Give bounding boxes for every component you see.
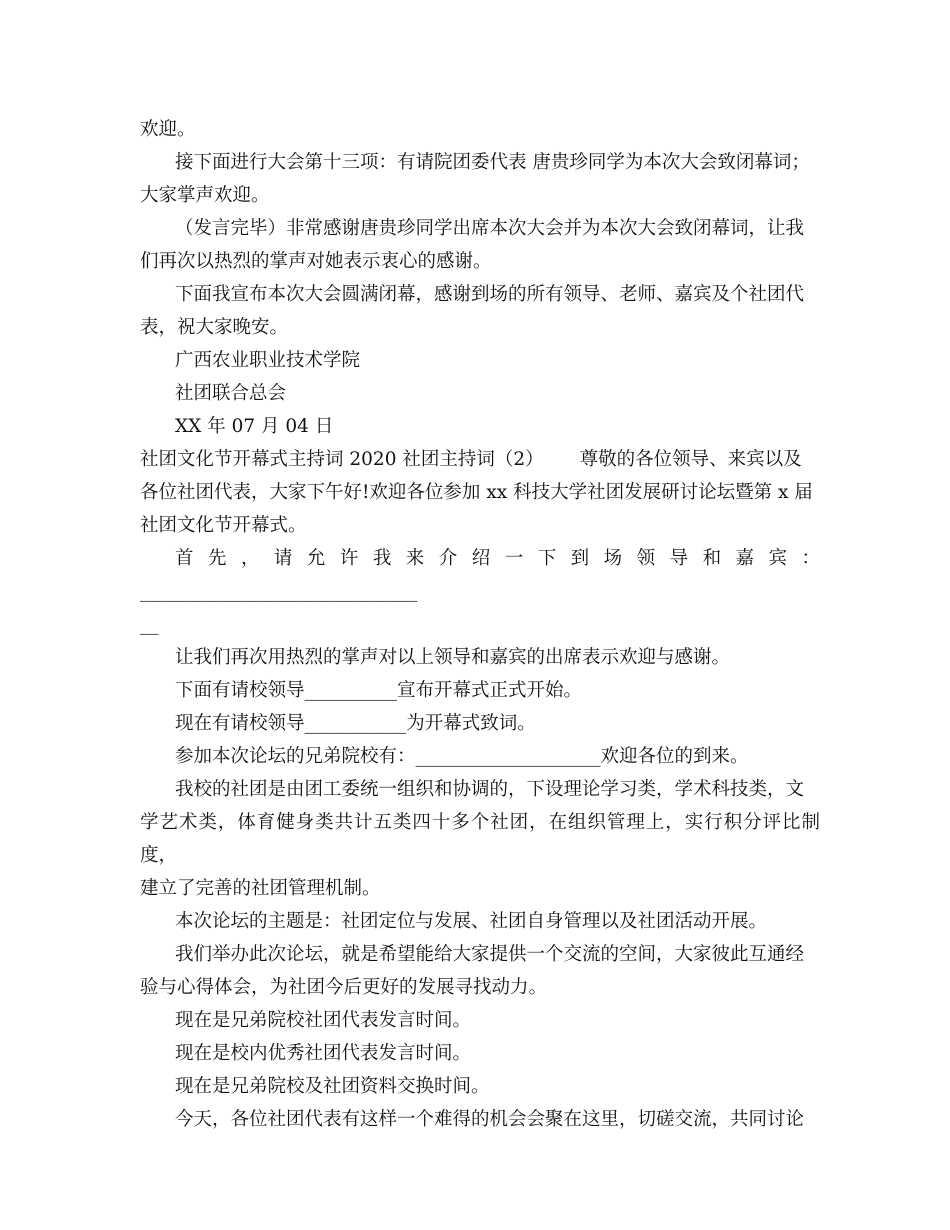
paragraph (140, 674, 820, 707)
text-line: 让我们再次用热烈的掌声对以上领导和嘉宾的出席表示欢迎与感谢。 (175, 647, 731, 668)
text-line: 现在是兄弟院校及社团资料交换时间。 (175, 1076, 490, 1097)
text-line: 首先，请允许我来介绍一下到场领导和嘉宾：______________________________ (140, 548, 820, 602)
paragraph (140, 278, 820, 344)
section-heading-line (140, 443, 820, 476)
paragraph (140, 740, 820, 773)
text-line: 表，祝大家晚安。 (140, 317, 289, 338)
text-line: 们再次以热烈的掌声对她表示衷心的感谢。 (140, 251, 492, 272)
paragraph (140, 344, 820, 377)
paragraph (140, 113, 820, 146)
text-line: 下面我宣布本次大会圆满闭幕，感谢到场的所有领导、老师、嘉宾及个社团代 (175, 284, 805, 305)
text-line: 现在是校内优秀社团代表发言时间。 (175, 1043, 472, 1064)
paragraph (140, 476, 820, 542)
text-line: 各位社团代表，大家下午好!欢迎各位参加 xx 科技大学社团发展研讨论坛暨第 x 届 (140, 482, 813, 503)
paragraph (140, 707, 820, 740)
text-line: 我校的社团是由团工委统一组织和协调的，下设理论学习类，学术科技类，文 (175, 779, 805, 800)
text-line: 接下面进行大会第十三项：有请院团委代表 唐贵珍同学为本次大会致闭幕词； (175, 152, 810, 173)
text-line: 本次论坛的主题是：社团定位与发展、社团自身管理以及社团活动开展。 (175, 911, 768, 932)
paragraph (140, 212, 820, 278)
text-line: 欢迎。 (140, 119, 196, 140)
paragraph (140, 1004, 820, 1037)
text-line: 验与心得体会，为社团今后更好的发展寻找动力。 (140, 977, 548, 998)
paragraph (140, 146, 820, 212)
text-line: 社团文化节开幕式。 (140, 515, 307, 536)
text-line: 尊敬的各位领导、来宾以及 (579, 449, 802, 470)
paragraph (140, 542, 820, 641)
paragraph (140, 1037, 820, 1070)
text-line: 社团联合总会 (175, 383, 287, 404)
paragraph (140, 641, 820, 674)
text-line: 学艺术类，体育健身类共计五类四十多个社团，在组织管理上，实行积分评比制度， (140, 812, 820, 866)
text-line: 今天，各位社团代表有这样一个难得的机会会聚在这里，切磋交流，共同讨论 (175, 1109, 805, 1130)
text-line: （发言完毕）非常感谢唐贵珍同学出席本次大会并为本次大会致闭幕词，让我 (175, 218, 805, 239)
text-line: 现在有请校领导___________为开幕式致词。 (175, 713, 536, 734)
paragraph (140, 1070, 820, 1103)
text-line: __ (140, 614, 159, 635)
document-body (140, 113, 820, 1136)
text-line: 参加本次论坛的兄弟院校有：____________________欢迎各位的到来。 (175, 746, 749, 767)
paragraph (140, 1103, 820, 1136)
text-line: 大家掌声欢迎。 (140, 185, 270, 206)
text-line: 建立了完善的社团管理机制。 (140, 878, 381, 899)
paragraph (140, 938, 820, 1004)
text-line: XX 年 07 月 04 日 (175, 416, 334, 437)
paragraph (140, 377, 820, 410)
text-line: 下面有请校领导__________宣布开幕式正式开始。 (175, 680, 583, 701)
paragraph (140, 773, 820, 905)
text-line: 广西农业职业技术学院 (175, 350, 361, 371)
paragraph (140, 905, 820, 938)
text-line: 现在是兄弟院校社团代表发言时间。 (175, 1010, 472, 1031)
section-title: 社团文化节开幕式主持词 2020 社团主持词（2） (140, 449, 544, 470)
text-line: 我们举办此次论坛，就是希望能给大家提供一个交流的空间，大家彼此互通经 (175, 944, 805, 965)
paragraph (140, 410, 820, 443)
